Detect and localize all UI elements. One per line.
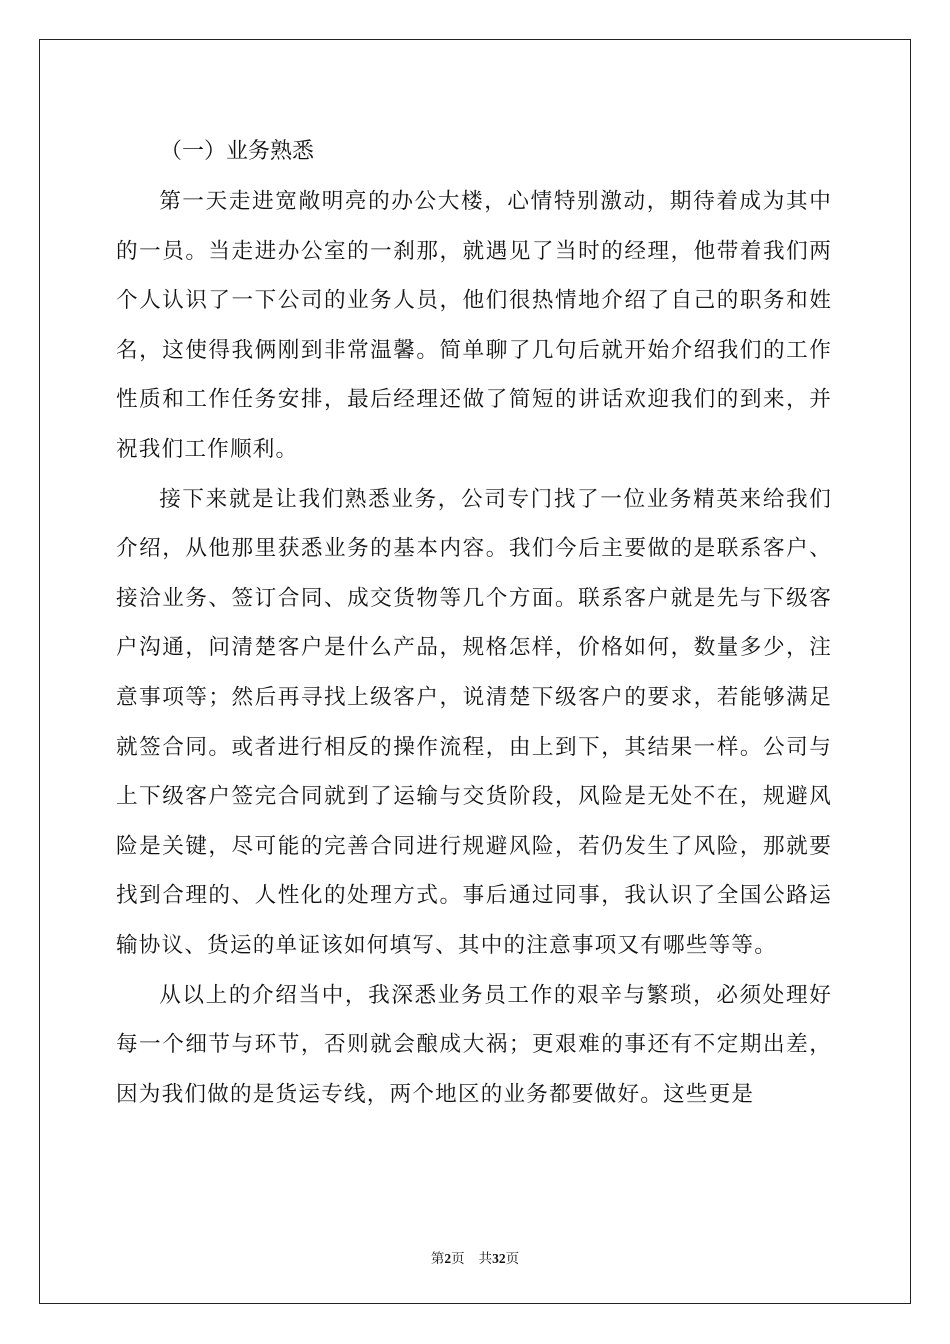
total-page-number: 32 — [492, 1251, 506, 1266]
total-prefix: 共 — [478, 1251, 493, 1267]
paragraph-1: 第一天走进宽敞明亮的办公大楼，心情特别激动，期待着成为其中的一员。当走进办公室的一刹那，就遇见了当时的经理，他带着我们两个人认识了一下公司的业务人员，他们很热情地介绍了自己的职务和姓名，这使得我俩刚到非常温馨。简单聊了几句后就开始介绍我们的工作性质和工作任务安排，最后经理还做了简短的讲话欢迎我们的到来，并祝我们工作顺利。 — [116, 189, 832, 462]
paragraph-2: 接下来就是让我们熟悉业务，公司专门找了一位业务精英来给我们介绍，从他那里获悉业务的基本内容。我们今后主要做的是联系客户、接洽业务、签订合同、成交货物等几个方面。联系客户就是先与下级客户沟通，问清楚客户是什么产品，规格怎样，价格如何，数量多少，注意事项等；然后再寻找上级客户，说清楚下级客户的要求，若能够满足就签合同。或者进行相反的操作流程，由上到下，其结果一样。公司与上下级客户签完合同就到了运输与交货阶段，风险是无处不在，规避风险是关键，尽可能的完善合同进行规避风险，若仍发生了风险，那就要找到合理的、人性化的处理方式。事后通过同事，我认识了全国公路运输协议、货运的单证该如何填写、其中的注意事项又有哪些等等。 — [116, 486, 832, 958]
current-page-number: 2 — [444, 1251, 452, 1266]
total-suffix: 页 — [505, 1251, 520, 1267]
page-suffix: 页 — [451, 1251, 465, 1267]
page-footer — [0, 1250, 950, 1268]
paragraph-3: 从以上的介绍当中，我深悉业务员工作的艰辛与繁琐，必须处理好每一个细节与环节，否则就会酿成大祸；更艰难的事还有不定期出差，因为我们做的是货运专线，两个地区的业务都要做好。这些更是 — [116, 982, 832, 1107]
page-prefix: 第 — [430, 1251, 445, 1267]
document-body — [116, 127, 832, 1119]
section-heading: （一）业务熟悉 — [160, 139, 315, 164]
